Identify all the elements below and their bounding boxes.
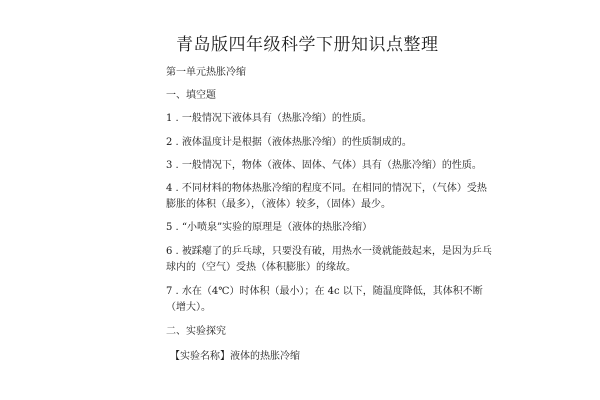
section-heading-fill-blank: 一、填空题 xyxy=(166,90,216,101)
section-heading-experiment: 二、实验探究 xyxy=(166,326,226,337)
question-6-line-2: 球内的（空气）受热（体积膨胀）的缘故。 xyxy=(166,262,356,273)
experiment-name: 【实验名称】液体的热胀冷缩 xyxy=(170,351,300,362)
question-3: 3 . 一般情况下，物体（液体、固体、气体）具有（热胀冷缩）的性质。 xyxy=(166,160,482,171)
question-7-line-1: 7 . 水在（4℃）时体积（最小）；在 4c 以下，随温度降低，其体积不断 xyxy=(166,286,483,297)
question-6-line-1: 6 . 被踩瘪了的乒乓球，只要没有破，用热水一烫就能鼓起来，是因为乒乓 xyxy=(166,246,492,257)
question-5: 5 . “小喷泉”实验的原理是（液体的热胀冷缩） xyxy=(166,222,373,233)
page-title: 青岛版四年级科学下册知识点整理 xyxy=(176,35,439,55)
unit-heading: 第一单元热胀冷缩 xyxy=(166,67,246,78)
question-1: 1 . 一般情况下液体具有（热胀冷缩）的性质。 xyxy=(166,113,372,124)
question-4-line-1: 4 . 不同材料的物体热胀冷缩的程度不同。在相同的情况下，（气体）受热 xyxy=(166,183,487,194)
question-4-line-2: 膨胀的体积（最多），（液体）较多，（固体）最少。 xyxy=(166,199,391,210)
question-2: 2 . 液体温度计是根据（液体热胀冷缩）的性质制成的。 xyxy=(166,137,412,148)
question-7-line-2: （增大）。 xyxy=(166,302,211,313)
